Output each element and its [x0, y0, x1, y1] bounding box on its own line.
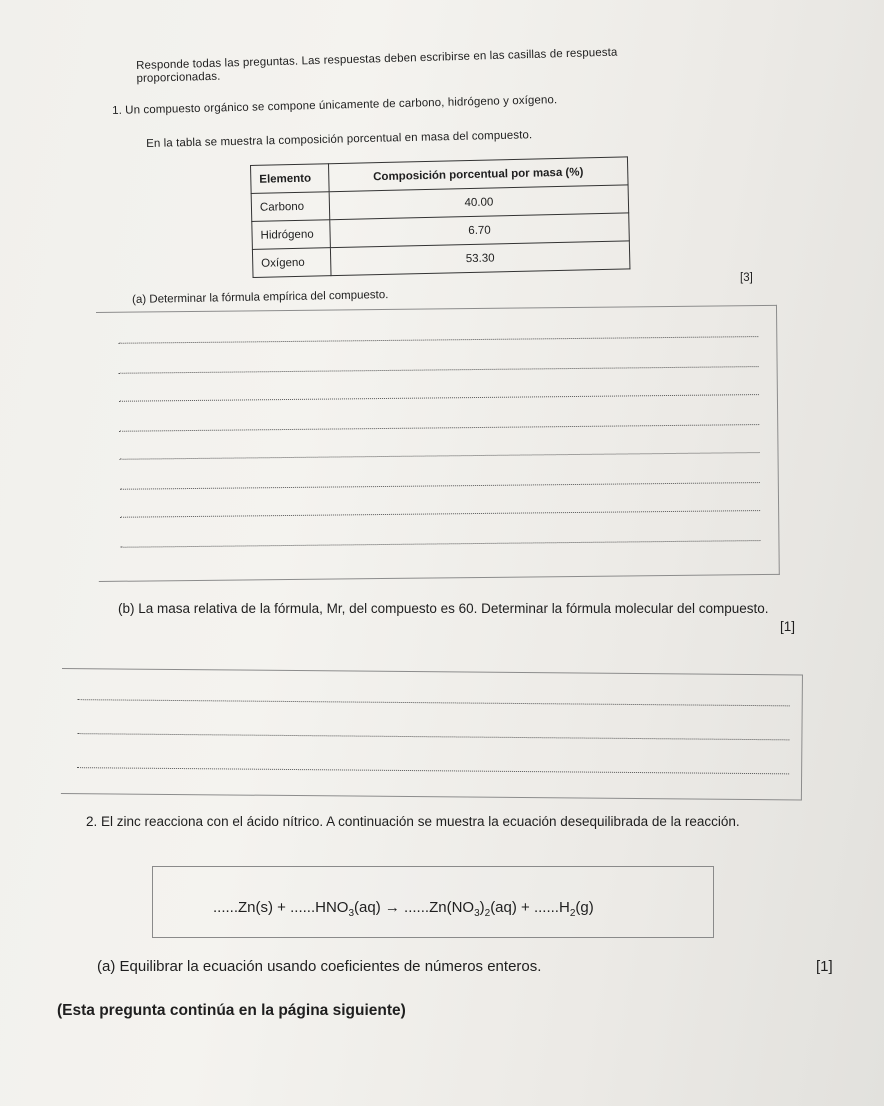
- cell-value: 53.30: [330, 241, 630, 276]
- part-b-text: (b) La masa relativa de la fórmula, Mr, del compuesto es 60. Determinar la fórmula molecular del compuesto.: [118, 601, 769, 616]
- answer-line[interactable]: [119, 424, 759, 432]
- marks-part-a: [3]: [740, 272, 753, 284]
- answer-line[interactable]: [120, 540, 760, 548]
- header-element: Elemento: [251, 164, 330, 194]
- coefficient-blank[interactable]: ......: [404, 899, 430, 916]
- answer-line[interactable]: [77, 733, 789, 740]
- answer-line[interactable]: [120, 482, 760, 490]
- composition-table: [250, 156, 630, 278]
- question-2-part-a-marks: [1]: [816, 958, 833, 975]
- marks-part-b: [1]: [780, 619, 796, 634]
- answer-line[interactable]: [120, 510, 760, 518]
- part-b: [118, 600, 818, 634]
- part-a-text: (a) Determinar la fórmula empírica del compuesto.: [132, 289, 389, 306]
- instructions-line-2: proporcionadas.: [136, 70, 221, 85]
- answer-line[interactable]: [119, 366, 759, 374]
- coefficient-blank[interactable]: ......: [533, 899, 559, 916]
- answer-line[interactable]: [78, 699, 790, 706]
- coefficient-blank[interactable]: ......: [213, 899, 239, 916]
- question-2-part-a-text: (a) Equilibrar la ecuación usando coeficientes de números enteros.: [97, 958, 542, 975]
- answer-box-part-a[interactable]: [96, 305, 780, 582]
- question-1-statement: 1. Un compuesto orgánico se compone únicamente de carbono, hidrógeno y oxígeno.: [112, 94, 558, 117]
- unbalanced-equation: $......Zn(s) + ......HNO_3(aq) \to ......Zn(NO_3)_2(aq) + ......H_2(g)$: [213, 899, 594, 919]
- cell-element: Hidrógeno: [252, 220, 331, 250]
- answer-line[interactable]: [120, 452, 760, 460]
- cell-element: Carbono: [251, 192, 330, 222]
- cell-value: 6.70: [330, 213, 630, 248]
- instructions-line-1: Responde todas las preguntas. Las respuestas deben escribirse en las casillas de respuesta: [136, 46, 618, 72]
- continues-next-page: (Esta pregunta continúa en la página siguiente): [57, 1002, 406, 1019]
- header-composition: Composición porcentual por masa (%): [328, 157, 628, 192]
- question-2-statement: 2. El zinc reacciona con el ácido nítrico. A continuación se muestra la ecuación desequilibrada de la reacción.: [86, 814, 740, 829]
- table-intro: En la tabla se muestra la composición porcentual en masa del compuesto.: [146, 129, 533, 150]
- answer-line[interactable]: [118, 336, 758, 344]
- instructions: [136, 43, 746, 86]
- cell-element: Oxígeno: [252, 248, 331, 278]
- coefficient-blank[interactable]: ......: [290, 899, 316, 916]
- answer-line[interactable]: [119, 394, 759, 402]
- equation-box: [152, 866, 714, 938]
- answer-box-part-b[interactable]: [61, 668, 803, 800]
- answer-line[interactable]: [77, 767, 789, 774]
- cell-value: 40.00: [329, 185, 629, 220]
